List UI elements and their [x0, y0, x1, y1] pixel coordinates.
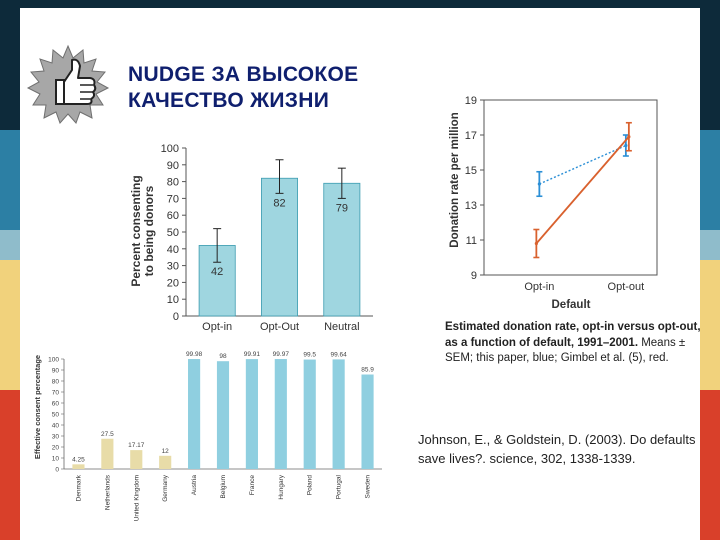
chart3-bar — [72, 464, 84, 469]
chart1-category-label: Opt-Out — [259, 321, 300, 333]
chart3-category-label: Poland — [306, 475, 314, 496]
edge-band — [0, 130, 20, 230]
chart3-value-label: 99.97 — [272, 351, 289, 359]
chart1-y-tick-label: 0 — [172, 311, 179, 323]
chart1-y-tick-label: 60 — [166, 210, 179, 223]
chart3-category-label: United Kingdom — [133, 475, 141, 522]
chart1-y-tick-label: 40 — [166, 243, 179, 256]
chart2-series-line — [536, 137, 629, 244]
chart3-value-label: 17.17 — [128, 442, 145, 450]
chart3-bar — [275, 359, 287, 469]
chart3-bar — [101, 439, 113, 469]
chart1-value-label: 42 — [211, 266, 224, 279]
edge-band — [700, 130, 720, 230]
slide-title-line-1: NUDGE ЗА ВЫСОКОЕ — [128, 63, 359, 86]
chart3-y-tick-label: 30 — [51, 433, 59, 441]
chart3-ylabel: Effective consent percentage — [33, 354, 42, 460]
effective-consent-bar-chart — [30, 345, 390, 535]
chart3-value-label: 12 — [161, 447, 169, 455]
edge-band — [0, 230, 20, 260]
chart1-y-tick-label: 90 — [166, 159, 179, 172]
chart3-value-label: 27.5 — [101, 430, 114, 438]
chart3-value-label: 99.64 — [330, 351, 347, 359]
chart3-bar — [130, 450, 142, 469]
chart1-category-label: Opt-in — [202, 321, 233, 333]
donation-rate-line-chart — [444, 92, 674, 312]
slide-title-line-2: КАЧЕСТВО ЖИЗНИ — [128, 89, 330, 112]
chart2-y-tick-label: 19 — [464, 95, 477, 107]
edge-band — [700, 0, 720, 130]
chart3-bar — [246, 359, 258, 469]
chart1-y-tick-label: 20 — [166, 277, 179, 290]
chart3-y-tick-label: 70 — [51, 389, 59, 397]
chart3-y-tick-label: 80 — [51, 378, 59, 386]
chart1-ylabel-line-2: to being donors — [142, 185, 156, 277]
chart3-value-label: 85.9 — [361, 366, 374, 374]
chart2-y-tick-label: 15 — [464, 165, 477, 177]
chart2-y-tick-label: 9 — [470, 270, 477, 282]
chart1-value-label: 79 — [335, 202, 348, 215]
chart3-y-tick-label: 20 — [51, 444, 59, 452]
chart3-y-tick-label: 40 — [51, 422, 59, 430]
edge-band — [0, 390, 20, 540]
chart1-value-label: 82 — [273, 197, 286, 210]
chart1-category-label: Neutral — [324, 321, 360, 333]
caption-bold-text: Estimated donation rate, opt-in versus opt-out, as a function of default, 1991–2001. — [445, 321, 701, 349]
chart2-plot-frame — [484, 100, 657, 275]
chart3-category-label: Austria — [191, 475, 199, 496]
left-edge-stripe — [0, 0, 20, 540]
chart1-y-tick-label: 100 — [160, 143, 179, 155]
chart2-data-point — [535, 242, 538, 245]
caption-rest-text: Means ± SEM; this paper, blue; Gimbel et al. (5), red. — [445, 336, 686, 364]
chart2-y-tick-label: 17 — [464, 130, 477, 142]
chart3-category-label: Hungary — [277, 475, 285, 500]
chart3-category-label: Portugal — [335, 475, 343, 500]
chart2-data-point — [538, 182, 541, 185]
chart2-category-label: Opt-out — [607, 281, 645, 293]
chart3-bar — [188, 359, 200, 469]
thumbs-up-icon — [26, 44, 110, 124]
chart3-y-tick-label: 50 — [51, 411, 59, 419]
chart2-y-tick-label: 11 — [465, 235, 477, 247]
chart3-category-label: Netherlands — [104, 475, 112, 511]
edge-band — [0, 260, 20, 390]
edge-band — [0, 0, 20, 130]
chart2-series-line — [539, 146, 626, 185]
chart1-ylabel-line-1: Percent consenting — [129, 175, 143, 287]
chart1-y-tick-label: 10 — [166, 294, 179, 307]
chart3-y-tick-label: 100 — [48, 356, 59, 364]
chart1-y-tick-label: 80 — [166, 176, 179, 189]
chart2-y-tick-label: 13 — [464, 200, 477, 212]
chart1-y-tick-label: 30 — [166, 260, 179, 273]
chart3-value-label: 99.98 — [185, 351, 203, 359]
chart3-y-tick-label: 0 — [55, 466, 59, 474]
top-bar — [0, 0, 720, 8]
chart2-xlabel: Default — [551, 299, 591, 311]
citation-text: Johnson, E., & Goldstein, D. (2003). Do defaults save lives?. science, 302, 1338-1339. — [418, 432, 696, 466]
chart3-value-label: 98 — [219, 353, 227, 361]
chart3-category-label: Belgium — [220, 475, 227, 499]
chart2-ylabel: Donation rate per million — [449, 112, 461, 248]
chart3-y-tick-label: 60 — [51, 400, 59, 408]
chart3-bar — [361, 375, 373, 469]
chart3-category-label: Germany — [162, 475, 170, 502]
chart3-bar — [159, 456, 171, 469]
chart3-category-label: Denmark — [75, 475, 83, 502]
chart2-data-point — [627, 135, 630, 138]
slide-title — [128, 62, 428, 114]
chart3-bar — [304, 360, 316, 469]
consent-by-default-bar-chart — [128, 138, 378, 338]
right-edge-stripe — [700, 0, 720, 540]
chart3-bar — [217, 361, 229, 469]
edge-band — [700, 390, 720, 540]
chart1-y-tick-label: 50 — [166, 227, 179, 239]
edge-band — [700, 230, 720, 260]
chart2-caption — [445, 320, 705, 367]
chart3-value-label: 99.5 — [303, 351, 317, 359]
chart3-category-label: France — [248, 475, 256, 496]
chart3-category-label: Sweden — [364, 475, 372, 499]
chart3-y-tick-label: 90 — [51, 367, 59, 375]
chart2-data-point — [624, 144, 627, 147]
chart3-value-label: 4.25 — [72, 456, 85, 464]
chart2-category-label: Opt-in — [524, 281, 555, 293]
chart3-y-tick-label: 10 — [51, 455, 59, 463]
chart1-y-tick-label: 70 — [166, 193, 179, 206]
chart3-value-label: 99.91 — [243, 351, 261, 359]
chart3-bar — [333, 359, 345, 469]
